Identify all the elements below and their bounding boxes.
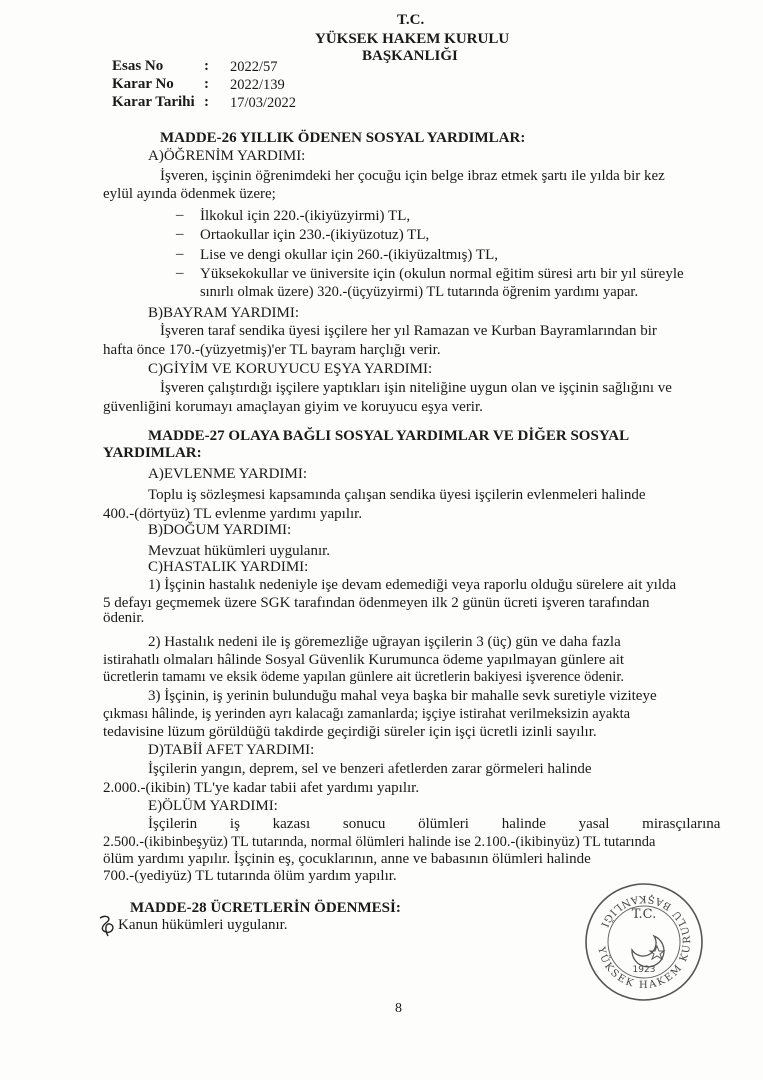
paragraph-line: hafta önce 170.-(yüzyetmiş)'er TL bayram harçlığı verir. (103, 342, 441, 358)
paragraph-line: 700.-(yediyüz) TL tutarında ölüm yardım yapılır. (103, 868, 397, 884)
list-item: İlkokul için 220.-(ikiyüzyirmi) TL, (200, 208, 411, 224)
bullet-dash: – (176, 265, 184, 281)
meta-sep-esas: : (204, 58, 209, 74)
seal-top-text: T.C. (631, 907, 657, 922)
section-b-title: B)BAYRAM YARDIMI: (148, 305, 299, 321)
meta-key-karar: Karar No (112, 76, 174, 92)
paragraph-line: istirahatlı olmaları hâlinde Sosyal Güvenlik Kurumunca ödeme yapılmayan günlere ait (103, 652, 625, 668)
article-26-heading: MADDE-26 YILLIK ÖDENEN SOSYAL YARDIMLAR: (160, 130, 526, 146)
meta-value-tarih: 17/03/2022 (230, 95, 297, 111)
paragraph-line: ücretlerin tamamı ve eksik ödeme yapılan günlere ait ücretlerin bakiyesi işverence ödenir. (103, 669, 624, 685)
paragraph-line: güvenliğini korumayı amaçlayan giyim ve koruyucu eşya verir. (103, 399, 483, 415)
paragraph-line: İşveren çalıştırdığı işçilere yaptıkları işin niteliğine uygun olan ve işçinin sağlığını ve (160, 380, 672, 396)
meta-sep-tarih: : (204, 94, 209, 110)
paragraph-line: ödenir. (103, 610, 145, 626)
section-c-title: C)GİYİM VE KORUYUCU EŞYA YARDIMI: (148, 361, 433, 377)
section-b-title: B)DOĞUM YARDIMI: (148, 522, 292, 538)
paragraph-line: Toplu iş sözleşmesi kapsamında çalışan sendika üyesi işçilerin evlenmeleri halinde (148, 487, 646, 503)
seal-year: 1923 (632, 965, 656, 975)
article-27-heading: MADDE-27 OLAYA BAĞLI SOSYAL YARDIMLAR VE DİĞER SOSYAL (148, 428, 630, 444)
header-institution: YÜKSEK HAKEM KURULU (315, 31, 510, 47)
paragraph-line: 1) İşçinin hastalık nedeniyle işe devam edemediği veya raporlu olduğu sürelere ait yılda (148, 577, 677, 593)
paragraph-line: 2.500.-(ikibinbeşyüz) TL tutarında, normal ölümleri halinde ise 2.100.-(ikibinyüz) TL tutarında (103, 834, 656, 850)
bullet-dash: – (176, 226, 184, 242)
section-d-title: D)TABİİ AFET YARDIMI: (148, 742, 315, 758)
list-item: Yüksekokullar ve üniversite için (okulun normal eğitim süresi artı bir yıl süreyle (200, 266, 684, 282)
header-tc: T.C. (397, 12, 425, 28)
paragraph-line: ölüm yardımı yapılır. İşçinin eş, çocuklarının, anne ve babasının ölümleri halinde (103, 851, 591, 867)
list-item: Ortaokullar için 230.-(ikiyüzotuz) TL, (200, 227, 430, 243)
meta-key-esas: Esas No (112, 58, 164, 74)
page-number: 8 (395, 1001, 402, 1016)
paragraph-line: İşveren taraf sendika üyesi işçilere her yıl Ramazan ve Kurban Bayramlarından bir (160, 323, 657, 339)
header-presidency: BAŞKANLIĞI (362, 48, 458, 64)
paragraph-line: 2) Hastalık nedeni ile iş göremezliğe uğrayan işçilerin 3 (üç) gün ve daha fazla (148, 634, 621, 650)
official-seal (582, 880, 706, 1004)
section-c-title: C)HASTALIK YARDIMI: (148, 559, 309, 575)
article-27-heading-cont: YARDIMLAR: (103, 445, 202, 461)
list-item: Lise ve dengi okullar için 260.-(ikiyüzaltmış) TL, (200, 247, 498, 263)
section-e-title: E)ÖLÜM YARDIMI: (148, 798, 278, 814)
section-a-title: A)EVLENME YARDIMI: (148, 466, 308, 482)
meta-value-esas: 2022/57 (230, 59, 278, 75)
paragraph-line: İşçilerin yangın, deprem, sel ve benzeri afetlerden zarar görmeleri halinde (148, 761, 592, 777)
paragraph-line: 3) İşçinin, iş yerinin bulunduğu mahal veya başka bir mahalle sevk suretiyle viziteye (148, 688, 657, 704)
paragraph-line: tedavisine lüzum görüldüğü takdirde geçirdiği süreler için işçi ücretli izinli sayılır. (103, 724, 597, 740)
paragraph-line: 2.000.-(ikibin) TL'ye kadar tabii afet yardımı yapılır. (103, 780, 420, 796)
paragraph-line: 5 defayı geçmemek üzere SGK tarafından ödenmeyen ilk 2 günün ücreti işveren tarafından (103, 595, 650, 611)
seal-ring-text: YÜKSEK HAKEM KURULU BAŞKANLIĞI (595, 892, 694, 992)
paragraph-line: İşçilerin iş kazası sonucu ölümleri halinde yasal mirasçılarına (148, 816, 721, 832)
bullet-dash: – (176, 207, 184, 223)
paragraph-line: Kanun hükümleri uygulanır. (118, 917, 288, 933)
article-28-heading: MADDE-28 ÜCRETLERİN ÖDENMESİ: (130, 900, 401, 916)
section-a-title: A)ÖĞRENİM YARDIMI: (148, 148, 306, 164)
paragraph-line: eylül ayında ödenmek üzere; (103, 186, 276, 202)
meta-sep-karar: : (204, 76, 209, 92)
paragraph-line: İşveren, işçinin öğrenimdeki her çocuğu için belge ibraz etmek şartı ile yılda bir kez (160, 168, 665, 184)
bullet-dash: – (176, 246, 184, 262)
paragraph-line: 400.-(dörtyüz) TL evlenme yardımı yapılır. (103, 506, 363, 522)
list-item-continuation: sınırlı olmak üzere) 320.-(üçyüzyirmi) TL tutarında öğrenim yardımı yapar. (200, 284, 639, 300)
meta-key-tarih: Karar Tarihi (112, 94, 195, 110)
meta-value-karar: 2022/139 (230, 77, 285, 93)
paragraph-line: Mevzuat hükümleri uygulanır. (148, 543, 331, 559)
star-icon (650, 946, 664, 959)
initials-signature (96, 912, 122, 938)
paragraph-line: çıkması hâlinde, iş yerinden ayrı kalacağı zamanlarda; işçiye istirahat verilmeksizin ayakta (103, 706, 631, 722)
